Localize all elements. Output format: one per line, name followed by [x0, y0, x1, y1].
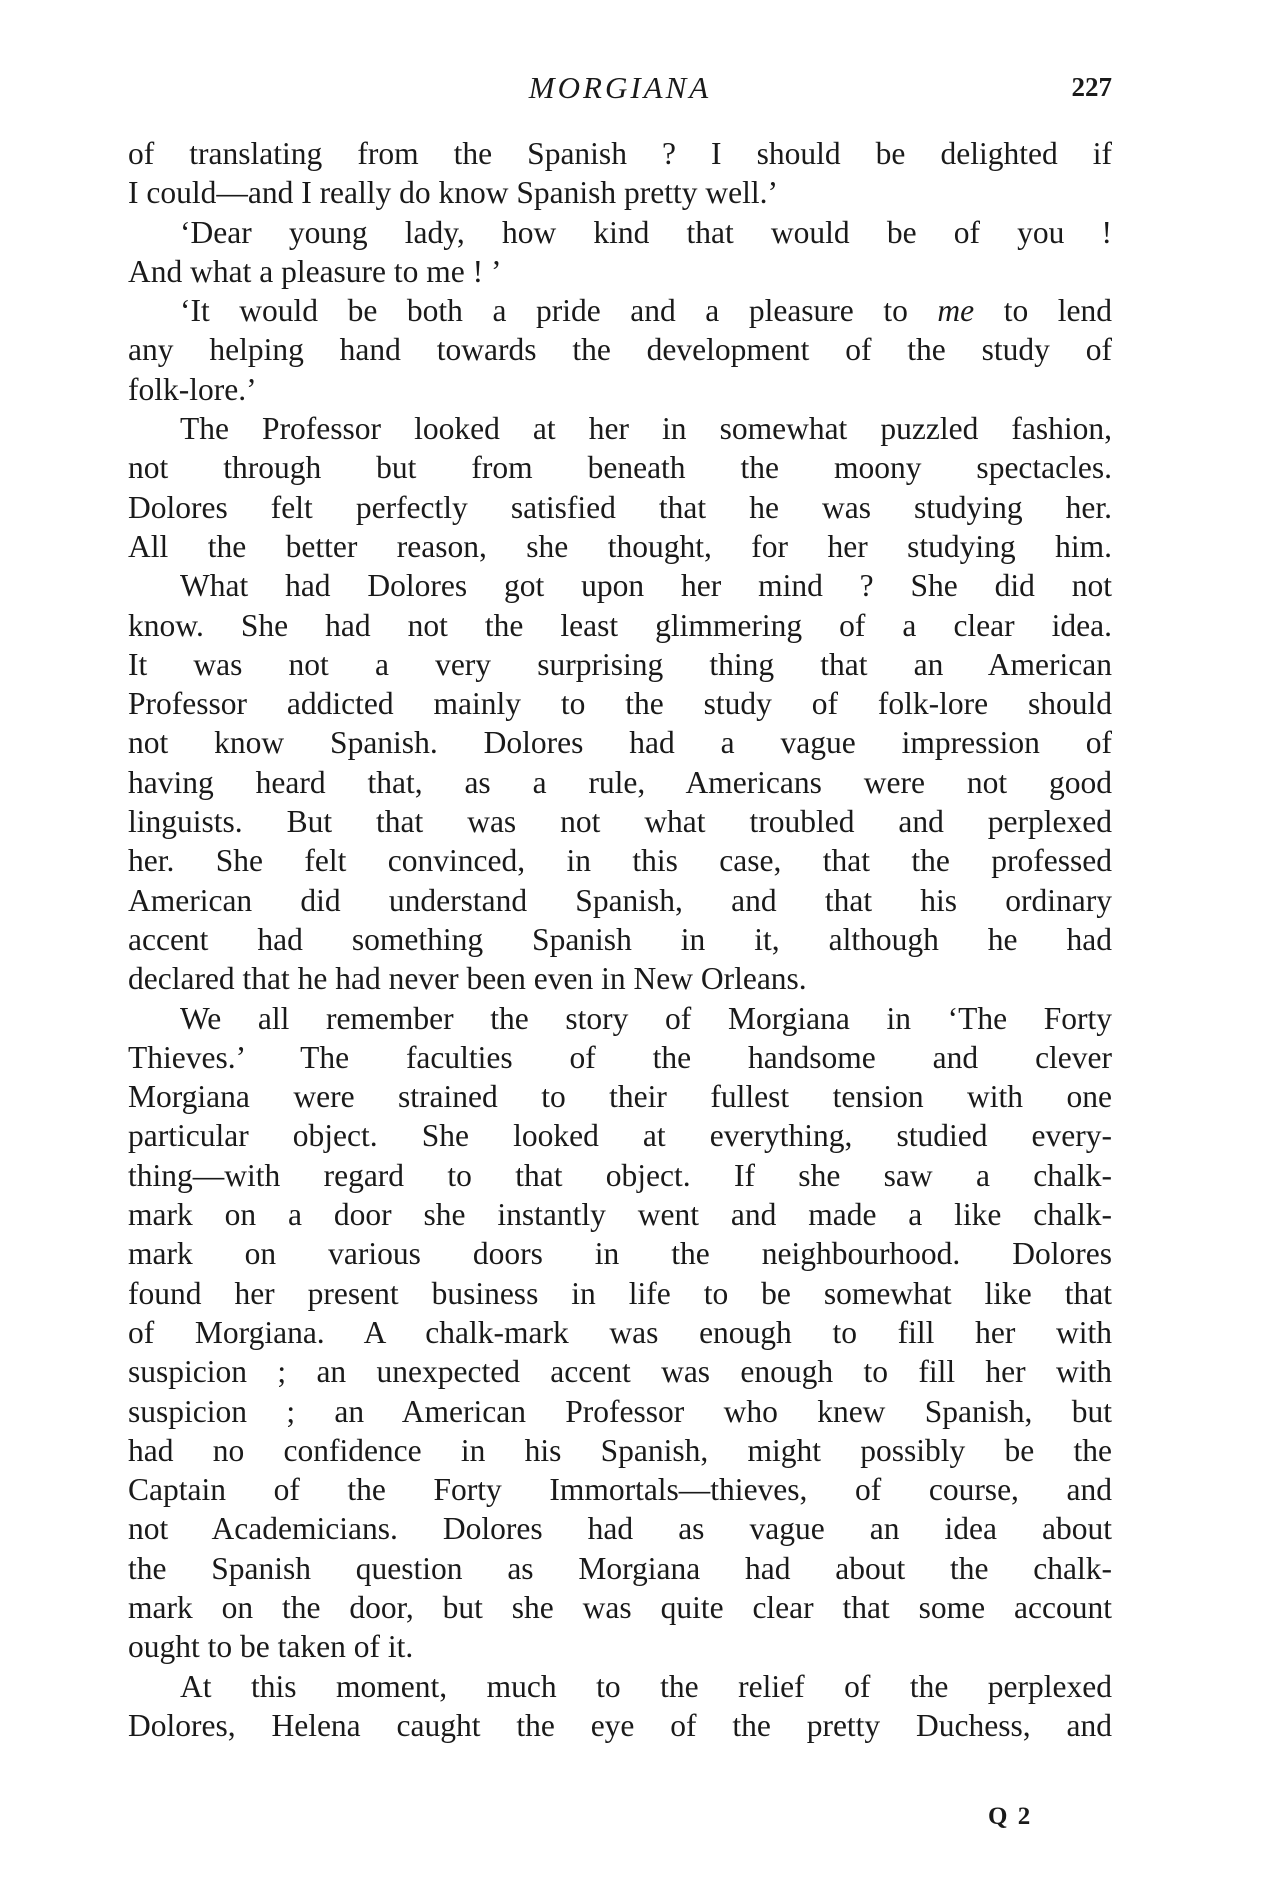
text-line: mark on a door she instantly went and made a like chalk- — [128, 1197, 1112, 1233]
text-line: The Professor looked at her in somewhat puzzled fashion, — [180, 411, 1112, 447]
text-line: ought to be taken of it. — [128, 1629, 414, 1665]
text-line: declared that he had never been even in New Orleans. — [128, 961, 807, 997]
text-line: Morgiana were strained to their fullest tension with one — [128, 1079, 1112, 1115]
text-line: not know Spanish. Dolores had a vague impression of — [128, 725, 1112, 761]
text-line: mark on various doors in the neighbourhood. Dolores — [128, 1236, 1112, 1272]
text-line: the Spanish question as Morgiana had about the chalk- — [128, 1550, 1112, 1586]
text-line: not Academicians. Dolores had as vague an idea about — [128, 1511, 1112, 1547]
text-line: American did understand Spanish, and that his ordinary — [128, 882, 1112, 918]
text-line: Dolores felt perfectly satisfied that he was studying her. — [128, 489, 1112, 525]
text-line: any helping hand towards the development of the study of — [128, 332, 1112, 368]
text-line: And what a pleasure to me ! ’ — [128, 253, 502, 289]
text-line: know. She had not the least glimmering of a clear idea. — [128, 607, 1112, 643]
body-text — [128, 134, 1112, 1745]
text-line: We all remember the story of Morgiana in ‘The Forty — [180, 1000, 1112, 1036]
text-line: particular object. She looked at everything, studied every- — [128, 1118, 1112, 1154]
text-line: mark on the door, but she was quite clear that some account — [128, 1589, 1112, 1625]
running-title: MORGIANA — [528, 70, 712, 105]
text-line: had no confidence in his Spanish, might possibly be the — [128, 1432, 1112, 1468]
text-line: her. She felt convinced, in this case, that the professed — [128, 843, 1112, 879]
text-line: ‘Dear young lady, how kind that would be of you ! — [180, 214, 1112, 250]
text-line: All the better reason, she thought, for her studying him. — [128, 528, 1112, 564]
text-line: having heard that, as a rule, Americans were not good — [128, 764, 1112, 800]
text-line: thing—with regard to that object. If she saw a chalk- — [128, 1157, 1112, 1193]
text-line: I could—and I really do know Spanish pretty well.’ — [128, 175, 778, 211]
text-line: Professor addicted mainly to the study of folk-lore should — [128, 686, 1112, 722]
text-line: It was not a very surprising thing that an American — [128, 646, 1112, 682]
text-line: suspicion ; an unexpected accent was enough to fill her with — [128, 1354, 1112, 1390]
text-line: Dolores, Helena caught the eye of the pretty Duchess, and — [128, 1707, 1112, 1743]
text-line: of Morgiana. A chalk-mark was enough to fill her with — [128, 1314, 1112, 1350]
text-line: folk-lore.’ — [128, 371, 257, 407]
text-line: suspicion ; an American Professor who knew Spanish, but — [128, 1393, 1112, 1429]
text-line: What had Dolores got upon her mind ? She did not — [180, 568, 1112, 604]
signature-mark: Q 2 — [988, 1803, 1033, 1830]
text-line: ‘It would be both a pride and a pleasure to me to lend — [180, 293, 1112, 329]
text-line: At this moment, much to the relief of the perplexed — [180, 1668, 1112, 1704]
text-line: Thieves.’ The faculties of the handsome and clever — [128, 1039, 1112, 1075]
text-line: not through but from beneath the moony spectacles. — [128, 450, 1112, 486]
text-line: of translating from the Spanish ? I should be delighted if — [128, 136, 1112, 171]
running-head — [128, 70, 1112, 114]
page-number: 227 — [1071, 72, 1112, 102]
text-line: accent had something Spanish in it, although he had — [128, 921, 1112, 957]
text-line: Captain of the Forty Immortals—thieves, of course, and — [128, 1472, 1112, 1508]
text-line: found her present business in life to be somewhat like that — [128, 1275, 1112, 1311]
text-line: linguists. But that was not what troubled and perplexed — [128, 804, 1112, 840]
